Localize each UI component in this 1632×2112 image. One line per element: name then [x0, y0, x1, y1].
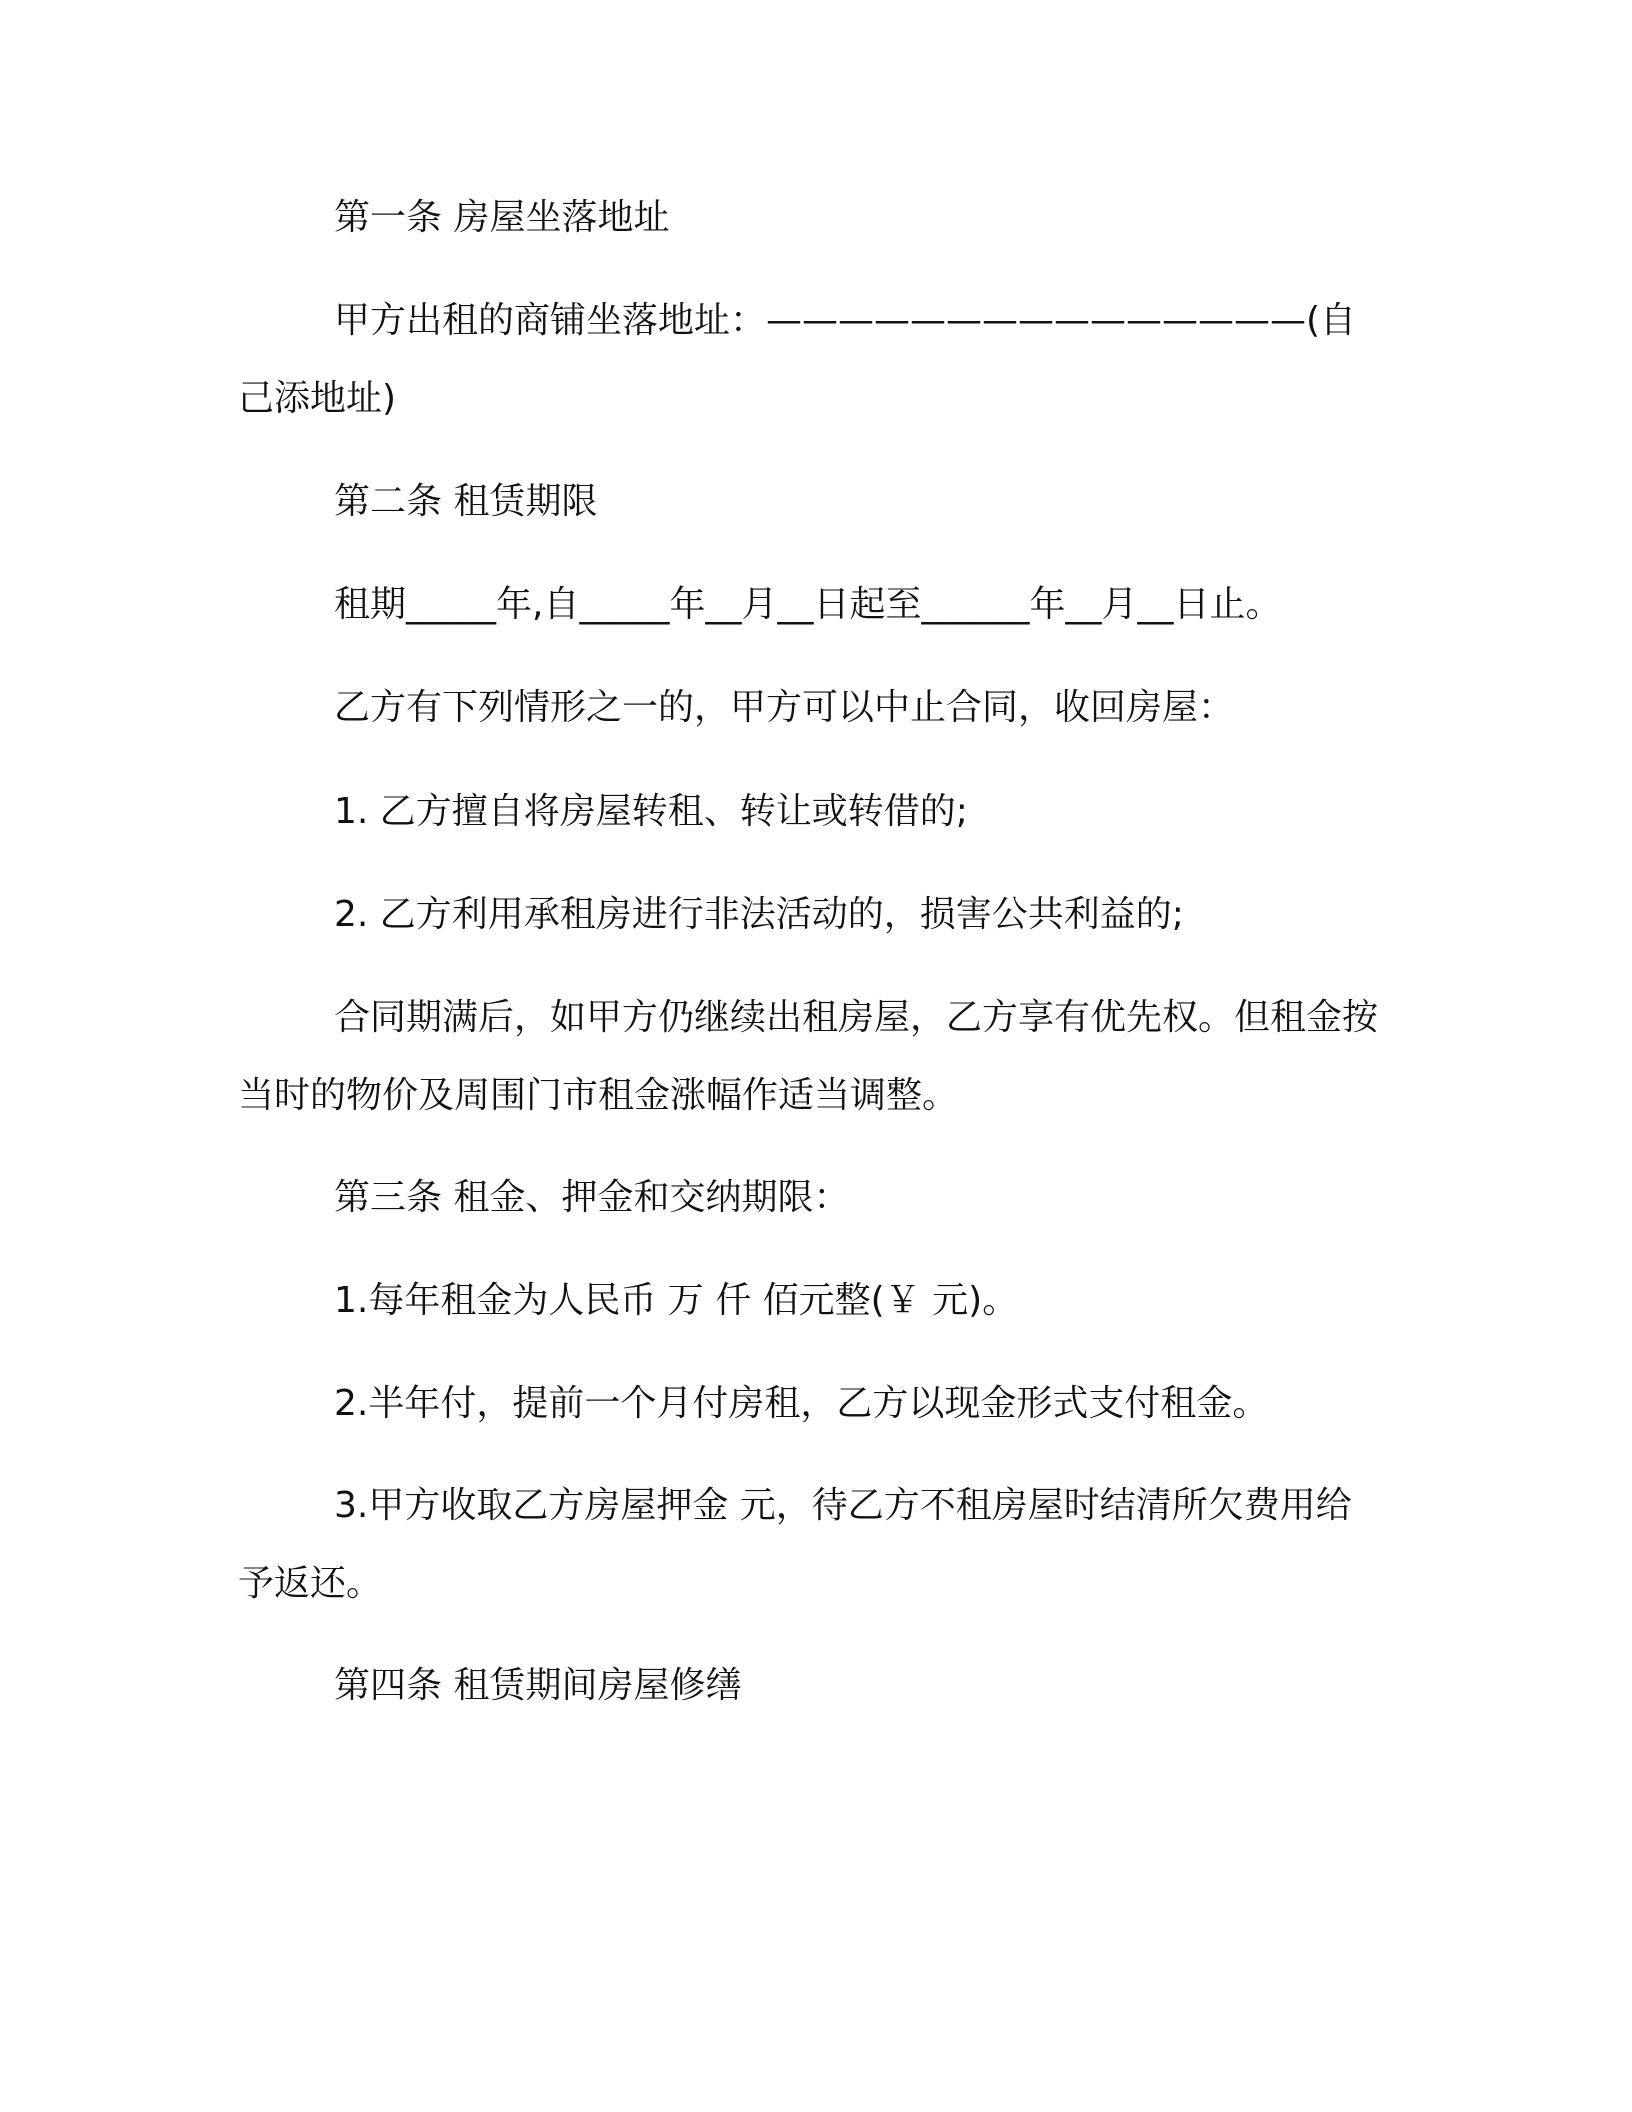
lease-term-line: 租期_____年,自_____年__月__日起至______年__月__日止。 — [334, 584, 1282, 625]
article-1-heading: 第一条 房屋坐落地址 — [334, 197, 670, 238]
deposit-item: 3.甲方收取乙方房屋押金 元，待乙方不租房屋时结清所欠费用给予返还。 — [238, 1485, 1352, 1604]
condition-item-1: 1. 乙方擅自将房屋转租、转让或转借的; — [334, 791, 968, 832]
renewal-priority-clause: 合同期满后，如甲方仍继续出租房屋，乙方享有优先权。但租金按当时的物价及周围门市租金涨幅作适当调整。 — [238, 997, 1379, 1116]
article-3-heading: 第三条 租金、押金和交纳期限： — [334, 1177, 850, 1218]
rent-amount-item: 1.每年租金为人民币 万 仟 佰元整(￥ 元)。 — [334, 1280, 1019, 1321]
shop-address-line: 甲方出租的商铺坐落地址：———————————————(自己添地址) — [238, 300, 1357, 419]
payment-schedule-item: 2.半年付，提前一个月付房租，乙方以现金形式支付租金。 — [334, 1383, 1269, 1424]
condition-item-2: 2. 乙方利用承租房进行非法活动的，损害公共利益的; — [334, 894, 1184, 935]
termination-conditions: 乙方有下列情形之一的，甲方可以中止合同，收回房屋： — [334, 687, 1235, 728]
article-4-heading: 第四条 租赁期间房屋修缮 — [334, 1665, 742, 1706]
article-2-heading: 第二条 租赁期限 — [334, 481, 598, 522]
